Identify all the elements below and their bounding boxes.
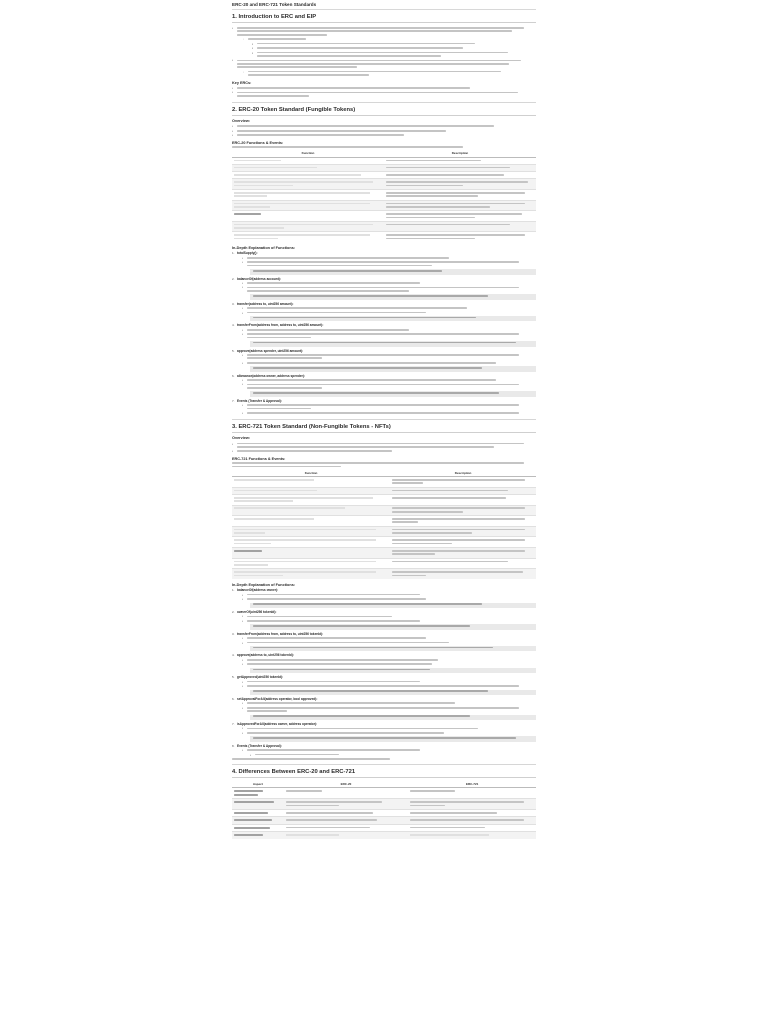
table-row <box>232 809 536 816</box>
erc721-overview-heading: Overview: <box>232 436 251 441</box>
code-snippet <box>250 316 536 321</box>
table-row <box>232 179 536 190</box>
table-row <box>232 477 536 488</box>
table-header-label: Aspect <box>252 781 263 786</box>
code-snippet <box>250 294 536 299</box>
erc721-table-intro <box>232 462 536 467</box>
table-row <box>232 526 536 537</box>
code-snippet <box>250 715 536 720</box>
erc721-overview-item: • <box>232 442 536 450</box>
erc721-function-item: 7. isApprovedForAll(address owner, address operator): • • <box>232 722 536 742</box>
table-header-label: ERC-721 <box>465 781 479 786</box>
code-snippet <box>250 668 536 673</box>
section-heading-erc20: 2. ERC-20 Token Standard (Fungible Tokens) <box>232 107 536 116</box>
table-row <box>232 164 536 171</box>
code-snippet <box>250 624 536 629</box>
table-header-label: Function <box>304 470 318 475</box>
code-snippet <box>250 269 536 274</box>
code-snippet <box>250 603 536 608</box>
code-snippet <box>250 341 536 346</box>
table-header-cell <box>232 469 390 476</box>
table-row <box>232 200 536 211</box>
divider <box>232 764 536 765</box>
code-snippet <box>250 646 536 651</box>
table-header-row <box>232 150 536 157</box>
erc20-function-item: 5. approve(address spender, uint256 amount): • • <box>232 349 536 372</box>
table-row <box>232 505 536 516</box>
table-row <box>232 548 536 559</box>
erc20-functions-heading: ERC-20 Functions & Events: <box>232 140 284 145</box>
erc20-overview-item: • <box>232 124 536 128</box>
code-snippet <box>250 391 536 396</box>
table-header-label: Description <box>451 151 469 156</box>
table-header-label: ERC-20 <box>340 781 352 786</box>
table-header-row <box>232 781 536 788</box>
erc721-function-item: 1. balanceOf(address owner): • • <box>232 588 536 608</box>
table-header-cell <box>390 469 536 476</box>
key-erc-item: • <box>232 86 536 90</box>
erc20-function-item: 7. Events (Transfer & Approval): • • <box>232 399 536 416</box>
intro-bullet-eip: • ◦ ▪ ▪ ▪ <box>232 26 536 58</box>
erc721-function-item: 8. Events (Transfer & Approval): • • <box>232 744 536 757</box>
table-header-label: Description <box>454 470 472 475</box>
table-header-label: Function <box>301 151 315 156</box>
erc721-functions-heading: ERC-721 Functions & Events: <box>232 456 286 461</box>
table-row <box>232 569 536 579</box>
erc721-overview-item: • <box>232 449 536 453</box>
table-header-cell <box>232 781 284 788</box>
erc20-function-item: 6. allowance(address owner, address spender): • • <box>232 374 536 397</box>
code-snippet <box>250 736 536 741</box>
erc20-table-intro <box>232 146 536 148</box>
section-heading-intro: 1. Introduction to ERC and EIP <box>232 14 536 23</box>
table-row <box>232 788 536 799</box>
erc721-function-item: 2. ownerOf(uint256 tokenId): • • <box>232 610 536 630</box>
page-title: ERC-20 and ERC-721 Token Standards <box>232 2 536 10</box>
erc20-functions-table <box>232 150 536 242</box>
erc721-function-item: 6. setApprovalForAll(address operator, bool approved): • • <box>232 697 536 720</box>
table-row <box>232 487 536 494</box>
key-ercs-heading: Key ERCs: <box>232 80 252 85</box>
table-header-row <box>232 469 536 476</box>
table-row <box>232 516 536 527</box>
table-header-cell <box>284 781 409 788</box>
erc20-indepth-heading: In-Depth Explanation of Functions: <box>232 246 296 251</box>
erc20-overview-item: • <box>232 129 536 133</box>
table-row <box>232 537 536 548</box>
table-row <box>232 232 536 242</box>
table-row <box>232 221 536 232</box>
table-header-cell <box>384 150 536 157</box>
section-heading-erc721: 3. ERC-721 Token Standard (Non-Fungible Tokens - NFTs) <box>232 424 536 433</box>
table-row <box>232 157 536 164</box>
table-row <box>232 189 536 200</box>
erc721-function-item: 5. getApproved(uint256 tokenId): • • <box>232 675 536 695</box>
comparison-table <box>232 781 536 839</box>
table-row <box>232 824 536 831</box>
document-page <box>232 2 536 843</box>
erc721-functions-table <box>232 469 536 578</box>
erc20-overview-item: • <box>232 133 536 137</box>
erc20-overview-heading: Overview: <box>232 118 251 123</box>
table-row <box>232 799 536 810</box>
erc721-indepth-heading: In-Depth Explanation of Functions: <box>232 582 296 587</box>
table-row <box>232 558 536 569</box>
table-row <box>232 494 536 505</box>
erc721-function-item: 4. approve(address to, uint256 tokenId): • • <box>232 653 536 673</box>
table-header-cell <box>408 781 536 788</box>
section-heading-differences: 4. Differences Between ERC-20 and ERC-721 <box>232 769 536 778</box>
table-row <box>232 832 536 839</box>
table-header-cell <box>232 150 384 157</box>
table-row <box>232 211 536 222</box>
code-snippet <box>250 366 536 371</box>
erc20-function-item: 2. balanceOf(address account): • • <box>232 277 536 300</box>
code-snippet <box>250 690 536 695</box>
divider <box>232 102 536 103</box>
erc20-function-item: 1. totalSupply(): • • <box>232 251 536 274</box>
erc20-function-item: 3. transfer(address to, uint256 amount): • • <box>232 302 536 322</box>
intro-bullet-erc: • ◦ <box>232 58 536 77</box>
table-row <box>232 817 536 824</box>
divider <box>232 419 536 420</box>
erc721-function-item: 3. transferFrom(address from, address to, uint256 tokenId): • • <box>232 632 536 652</box>
key-erc-item: • <box>232 90 536 98</box>
erc20-function-item: 4. transferFrom(address from, address to, uint256 amount): • • <box>232 323 536 346</box>
table-row <box>232 172 536 179</box>
erc721-footnote <box>232 758 536 760</box>
